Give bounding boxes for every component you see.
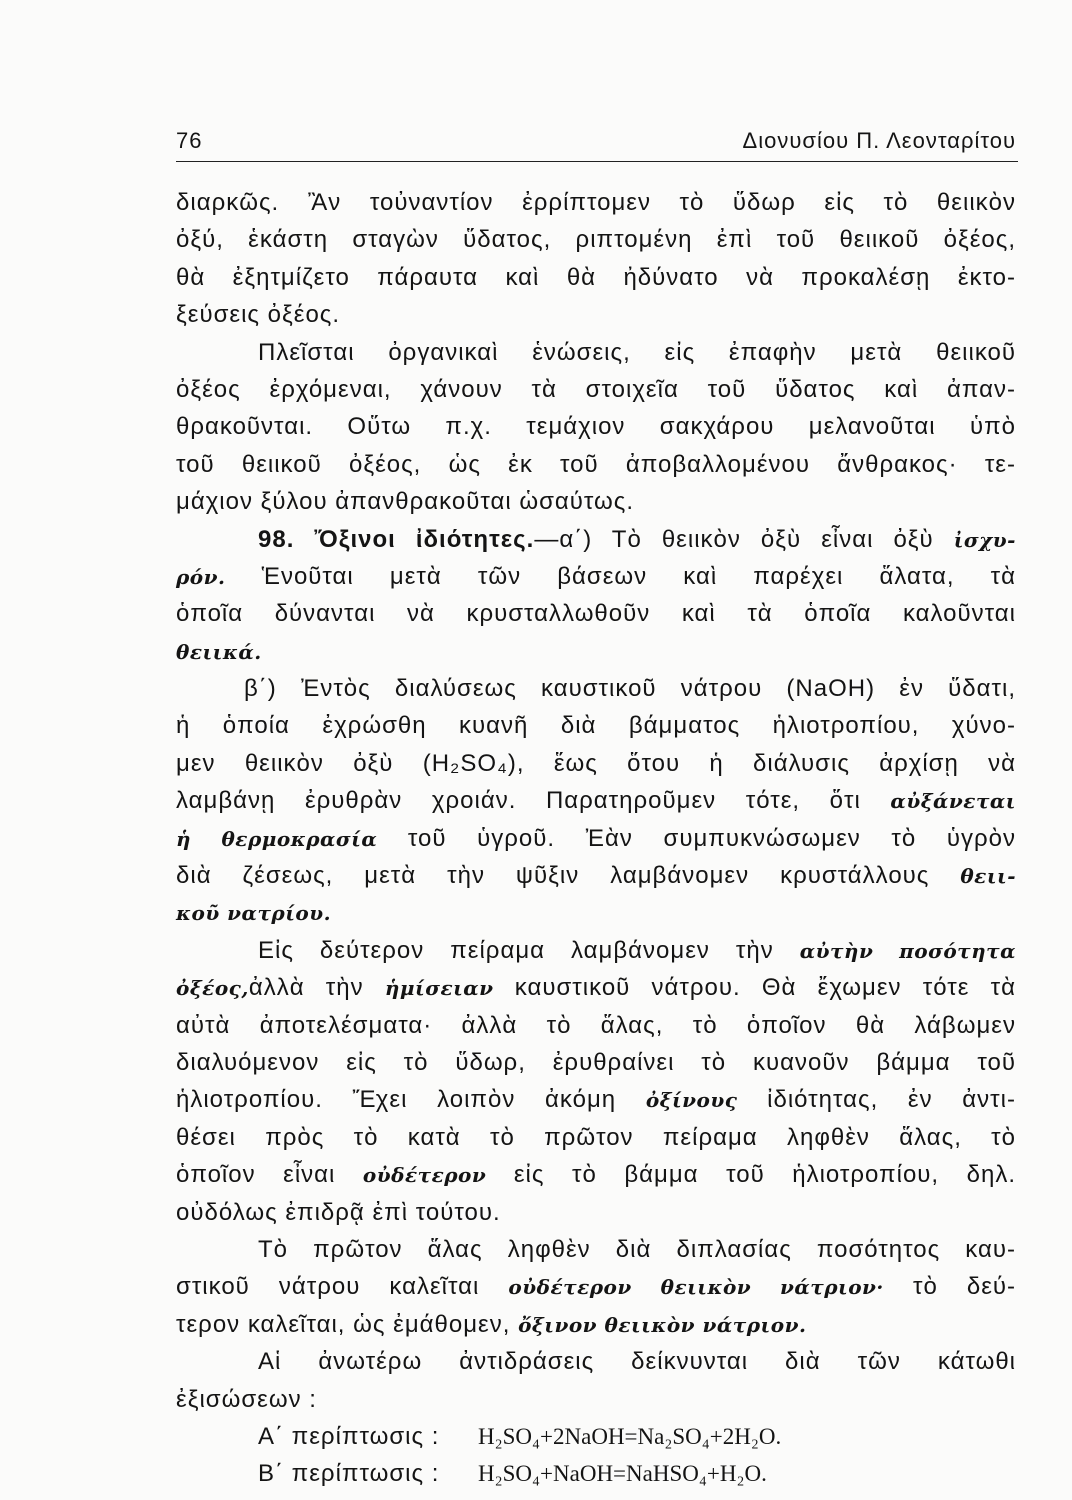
running-head: Διονυσίου Π. Λεονταρίτου	[742, 128, 1016, 153]
text-line: θὰ ἐξητμίζετο πάραυτα καὶ θὰ ἠδύνατο νὰ προκαλέσῃ ἐκτο-	[176, 263, 1016, 291]
emphasis: οὐδέτερον θειικὸν νάτριον·	[508, 1275, 884, 1300]
text-line	[176, 1268, 1016, 1305]
text-line	[176, 1306, 1016, 1343]
equation-label: Β΄ περίπτωσις :	[258, 1460, 440, 1488]
equation-label: Α΄ περίπτωσις :	[258, 1422, 440, 1450]
text-line	[176, 969, 1016, 1006]
text-line	[176, 633, 1016, 670]
emphasis: κοῦ νατρίου.	[176, 901, 332, 926]
text-line	[176, 894, 1016, 931]
text-span: καυστικοῦ νάτρου. Θὰ ἔχωμεν τότε τὰ	[493, 974, 1016, 1002]
page-number: 76	[176, 128, 203, 153]
emphasis: ὀξέος,	[176, 976, 249, 1001]
equation-b	[176, 1455, 1016, 1492]
emphasis: θειι-	[960, 864, 1016, 889]
text-line: θρακοῦνται. Οὕτω π.χ. τεμάχιον σακχάρου μελανοῦται ὑπὸ	[176, 413, 1016, 441]
text-line	[176, 1081, 1016, 1118]
text-line: β΄) Ἐντὸς διαλύσεως καυστικοῦ νάτρου (NaOH) ἐν ὕδατι,	[244, 675, 1016, 703]
text-span: στικοῦ νάτρου καλεῖται	[176, 1273, 509, 1301]
text-line: οὐδόλως ἐπιδρᾷ ἐπὶ τούτου.	[176, 1198, 501, 1226]
equation-formula: H₂SO₄+2NaOH=Na₂SO₄+2H₂O.	[478, 1423, 782, 1449]
equation-a	[176, 1418, 1016, 1455]
text-span: διὰ ζέσεως, μετὰ τὴν ψῦξιν λαμβάνομεν κρυστάλλους	[176, 862, 961, 890]
text-span: ἀλλὰ τὴν	[248, 974, 385, 1002]
text-line: ξεύσεις ὀξέος.	[176, 301, 341, 329]
text-line	[176, 1156, 1016, 1193]
emphasis: ὄξινον θειικὸν νάτριον.	[518, 1312, 807, 1337]
section-heading: 98. Ὄξινοι ἰδιότητες.	[258, 525, 535, 553]
emphasis: ἡμίσειαν	[384, 976, 494, 1001]
text-line	[176, 820, 1016, 857]
text-line	[176, 558, 1016, 595]
text-span: ὁποῖον εἶναι	[176, 1161, 363, 1189]
emphasis: αὐτὴν ποσότητα	[799, 938, 1017, 963]
text-line: θέσει πρὸς τὸ κατὰ τὸ πρῶτον πείραμα ληφθὲν ἅλας, τὸ	[176, 1123, 1016, 1151]
emphasis: ρόν.	[176, 564, 226, 589]
emphasis: ἰσχυ-	[953, 527, 1016, 552]
text-line: διαλυόμενον εἰς τὸ ὕδωρ, ἐρυθραίνει τὸ κυανοῦν βάμμα τοῦ	[176, 1048, 1016, 1076]
section-heading-line	[176, 521, 1016, 558]
emphasis: ἡ θερμοκρασία	[176, 826, 378, 851]
text-line: διαρκῶς. Ἂν τοὐναντίον ἐρρίπτομεν τὸ ὕδωρ εἰς τὸ θειικὸν	[176, 189, 1016, 216]
text-span: τερον καλεῖται, ὡς ἐμάθομεν,	[176, 1310, 519, 1338]
text-line: Αἱ ἀνωτέρω ἀντιδράσεις δείκνυνται διὰ τῶν κάτωθι	[258, 1348, 1016, 1376]
text-line	[176, 782, 1016, 819]
text-span: Ἑνοῦται μετὰ τῶν βάσεων καὶ παρέχει ἅλατα, τὰ	[225, 562, 1016, 590]
text-line: Πλεῖσται ὀργανικαὶ ἑνώσεις, εἰς ἐπαφὴν μετὰ θειικοῦ	[258, 338, 1016, 366]
equation-formula: H₂SO₄+NaOH=NaHSO₄+H₂O.	[478, 1461, 767, 1487]
text-span: τοῦ ὑγροῦ. Ἐὰν συμπυκνώσωμεν τὸ ὑγρὸν	[377, 824, 1017, 852]
text-line: αὐτὰ ἀποτελέσματα· ἀλλὰ τὸ ἅλας, τὸ ὁποῖον θὰ λάβωμεν	[176, 1011, 1016, 1039]
text-line: μάχιον ξύλου ἀπανθρακοῦται ὡσαύτως.	[176, 488, 634, 516]
text-line: ἐξισώσεων :	[176, 1385, 317, 1413]
text-span: τὸ δεύ-	[883, 1273, 1017, 1301]
text-line: μεν θειικὸν ὀξὺ (H₂SO₄), ἕως ὅτου ἡ διάλυσις ἀρχίσῃ νὰ	[176, 749, 1016, 777]
text-line: ὀξύ, ἑκάστη σταγὼν ὕδατος, ριπτομένη ἐπὶ τοῦ θειικοῦ ὀξέος,	[176, 226, 1016, 254]
page-header	[176, 122, 1016, 162]
emphasis: οὐδέτερον	[362, 1163, 487, 1188]
emphasis: αὐξάνεται	[890, 789, 1016, 814]
emphasis: θειικά.	[176, 639, 262, 664]
body-text	[176, 184, 1016, 1493]
text-line: Τὸ πρῶτον ἅλας ληφθὲν διὰ διπλασίας ποσότητος καυ-	[258, 1235, 1016, 1263]
text-span: ἡλιοτροπίου. Ἔχει λοιπὸν ἀκόμη	[176, 1086, 646, 1114]
emphasis: ὀξίνους	[645, 1088, 738, 1113]
text-line: ὁποῖα δύνανται νὰ κρυσταλλωθοῦν καὶ τὰ ὁποῖα καλοῦνται	[176, 600, 1016, 628]
text-line	[176, 857, 1016, 894]
header-rule	[176, 161, 1018, 162]
text-line	[176, 932, 1016, 969]
text-line: ὀξέος ἐρχόμεναι, χάνουν τὰ στοιχεῖα τοῦ ὕδατος καὶ ἀπαν-	[176, 375, 1016, 403]
text-line: ἡ ὁποία ἐχρώσθη κυανῆ διὰ βάμματος ἡλιοτροπίου, χύνο-	[176, 712, 1016, 740]
text-span: Εἰς δεύτερον πείραμα λαμβάνομεν τὴν	[258, 936, 800, 964]
text-span: ἰδιότητας, ἐν ἀντι-	[737, 1086, 1016, 1114]
text-line: τοῦ θειικοῦ ὀξέος, ὡς ἐκ τοῦ ἀποβαλλομένου ἄνθρακος· τε-	[176, 450, 1016, 478]
text-span: —α΄) Τὸ θειικὸν ὀξὺ εἶναι ὀξὺ	[534, 525, 954, 553]
text-span: λαμβάνῃ ἐρυθρὰν χροιάν. Παρατηροῦμεν τότε, ὅτι	[176, 787, 891, 815]
text-span: εἰς τὸ βάμμα τοῦ ἡλιοτροπίου, δηλ.	[486, 1161, 1016, 1189]
